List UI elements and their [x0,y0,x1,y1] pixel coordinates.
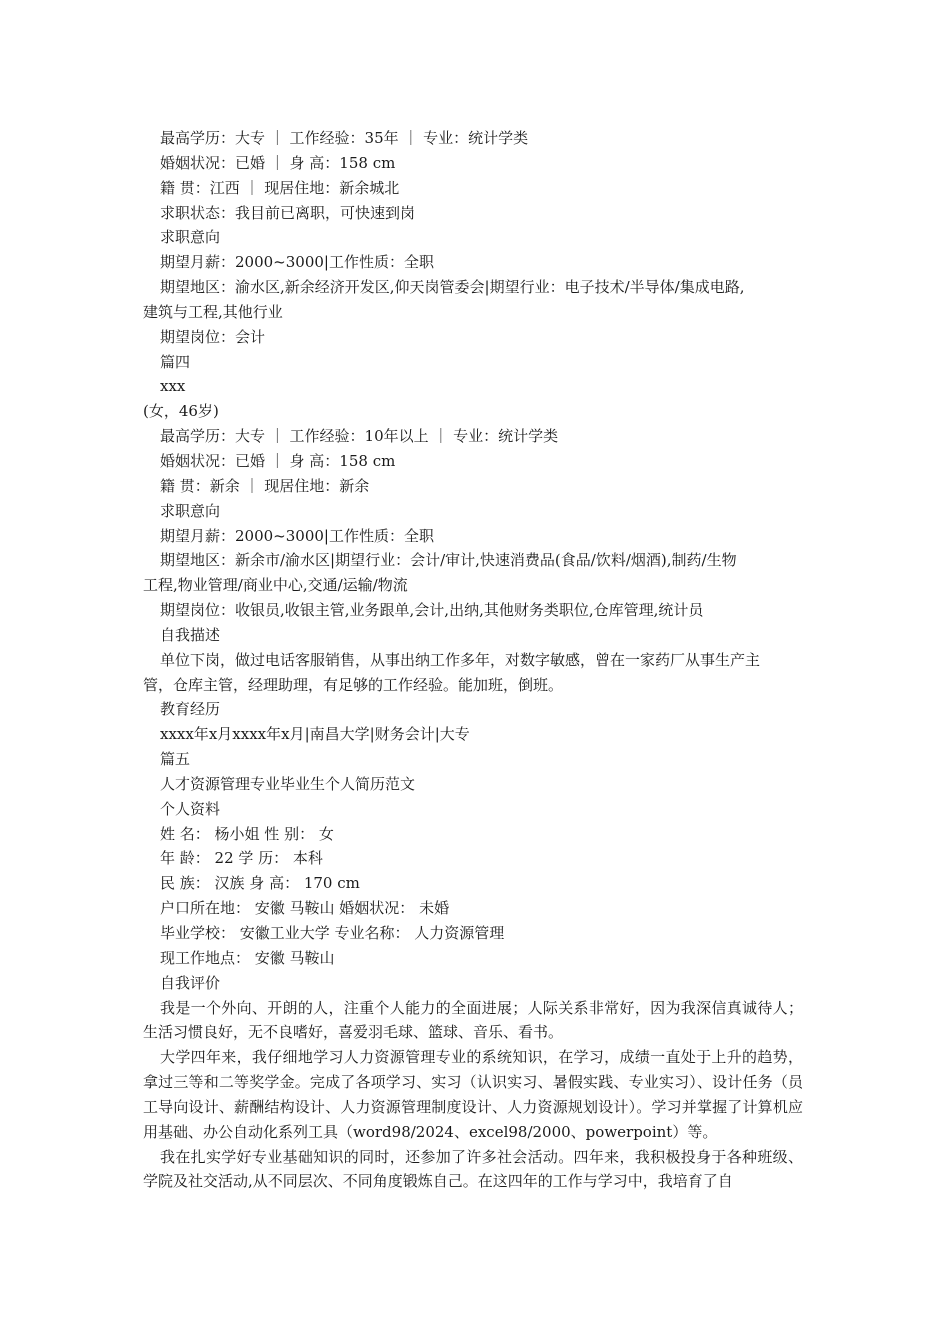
self-evaluation-paragraph: 我是一个外向、开朗的人，注重个人能力的全面进展；人际关系非常好，因为我深信真诚待人；生活习惯良好，无不良嗜好，喜爱羽毛球、篮球、音乐、看书。 [143,998,803,1042]
resume-line: 单位下岗，做过电话客服销售，从事出纳工作多年，对数字敏感，曾在一家药厂从事生产主 [160,650,761,669]
document-title: 人才资源管理专业毕业生个人简历范文 [160,774,416,793]
document-body [143,126,803,1194]
resume-line: 期望岗位：收银员,收银主管,业务跟单,会计,出纳,其他财务类职位,仓库管理,统计员 [160,601,704,620]
profile-line: 现工作地点： 安徽 马鞍山 [160,948,335,967]
chapter-heading: 篇四 [160,352,191,371]
profile-line: 年 龄： 22 学 历： 本科 [160,849,323,868]
resume-line: 期望岗位：会计 [160,327,266,346]
section-heading: 自我评价 [160,973,221,992]
resume-line: 婚姻状况：已婚 ｜ 身 高：158 cm [160,451,396,470]
resume-line: 最高学历：大专 ｜ 工作经验：35年 ｜ 专业：统计学类 [160,129,529,147]
section-heading: 个人资料 [160,799,221,818]
candidate-name: xxx [160,377,186,396]
resume-line-continued: 管，仓库主管，经理助理，有足够的工作经验。能加班，倒班。 [143,675,564,694]
resume-line-continued: 工程,物业管理/商业中心,交通/运输/物流 [143,576,408,595]
resume-line: 籍 贯：江西 ｜ 现居住地：新余城北 [160,178,400,197]
profile-line: 民 族： 汉族 身 高： 170 cm [160,874,360,893]
resume-line: 婚姻状况：已婚 ｜ 身 高：158 cm [160,153,396,172]
candidate-info: (女，46岁) [143,402,219,421]
section-heading: 教育经历 [160,700,221,719]
resume-line: 期望月薪：2000~3000|工作性质：全职 [160,253,434,272]
resume-line: xxxx年x月xxxx年x月|南昌大学|财务会计|大专 [160,725,470,744]
profile-line: 姓 名： 杨小姐 性 别： 女 [160,824,334,843]
resume-line: 最高学历：大专 ｜ 工作经验：10年以上 ｜ 专业：统计学类 [160,427,559,446]
study-paragraph: 大学四年来，我仔细地学习人力资源管理专业的系统知识，在学习，成绩一直处于上升的趋势，拿过三等和二等奖学金。完成了各项学习、实习（认识实习、暑假实践、专业实习）、设计任务（员工导向设计、薪酬结构设计、人力资源管理制度设计、人力资源规划设计）。学习并掌握了计算机应用基础、办公自动化系列工具（word98/2024、excel98/2000、powerpoint）等。 [143,1048,803,1141]
resume-line-continued: 建筑与工程,其他行业 [143,302,283,321]
section-heading: 求职意向 [160,228,221,247]
activities-paragraph: 我在扎实学好专业基础知识的同时，还参加了许多社会活动。四年来，我积极投身于各种班级、学院及社交活动,从不同层次、不同角度锻炼自己。在这四年的工作与学习中，我培育了自 [143,1147,803,1191]
resume-line: 期望月薪：2000~3000|工作性质：全职 [160,526,434,545]
resume-line: 求职状态：我目前已离职，可快速到岗 [160,203,416,222]
resume-line: 期望地区：渝水区,新余经济开发区,仰天岗管委会|期望行业：电子技术/半导体/集成电路, [160,278,745,297]
resume-line: 籍 贯：新余 ｜ 现居住地：新余 [160,476,370,495]
resume-line: 期望地区：新余市/渝水区|期望行业：会计/审计,快速消费品(食品/饮料/烟酒),制药/生物 [160,551,737,570]
profile-line: 毕业学校： 安徽工业大学 专业名称： 人力资源管理 [160,924,505,942]
section-heading: 求职意向 [160,501,221,520]
profile-line: 户口所在地： 安徽 马鞍山 婚姻状况： 未婚 [160,899,450,918]
chapter-heading: 篇五 [160,750,191,769]
section-heading: 自我描述 [160,625,221,644]
